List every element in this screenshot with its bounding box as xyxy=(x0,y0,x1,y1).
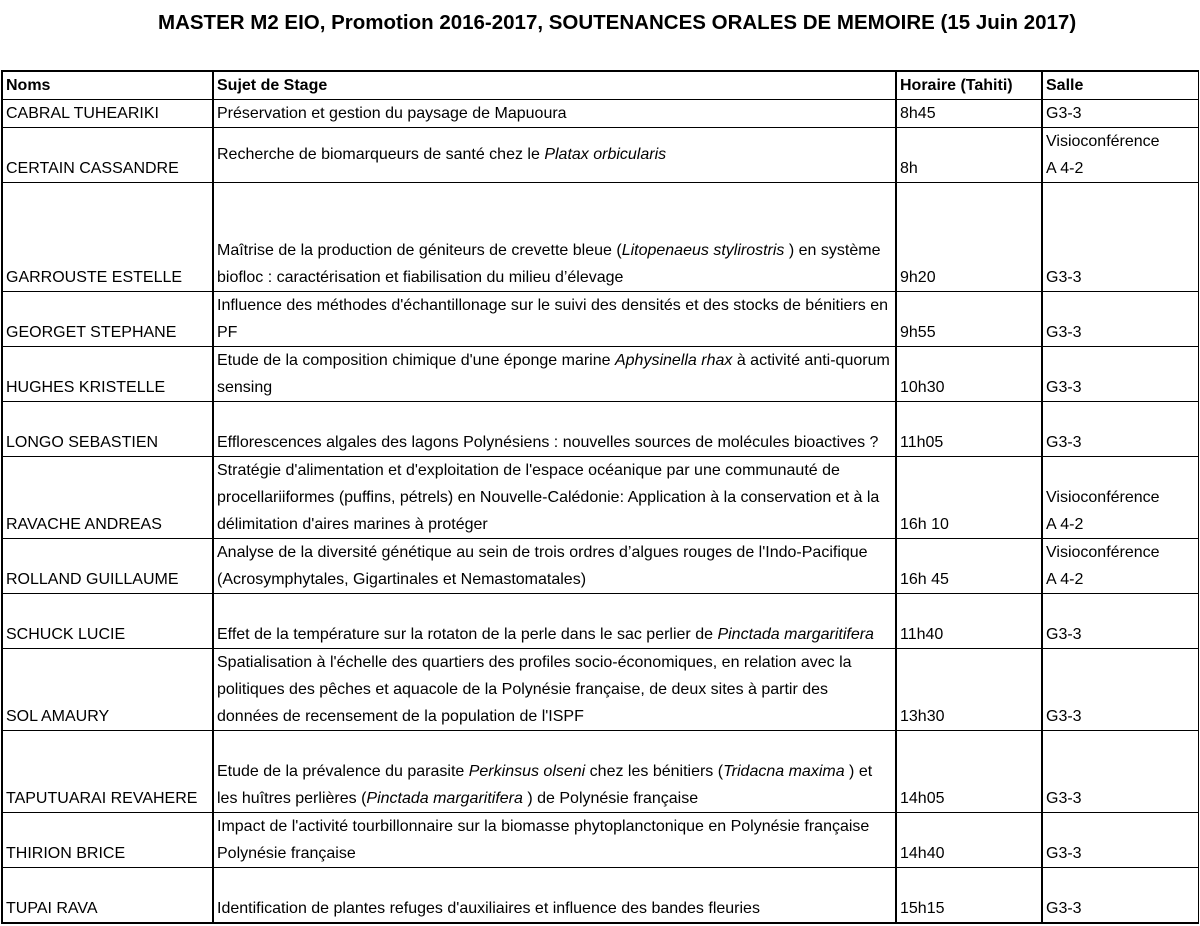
cell-subject xyxy=(213,868,896,923)
table-row xyxy=(2,649,1198,731)
header-room: Salle xyxy=(1042,71,1198,100)
room-line: G3-3 xyxy=(1046,105,1082,122)
room-line: A 4-2 xyxy=(1046,571,1084,588)
subject-text: Impact de l'activité tourbillonnaire sur la biomasse phytoplanctonique en Polynésie française Polynésie française xyxy=(217,818,870,862)
table-row xyxy=(2,100,1198,128)
cell-room xyxy=(1042,402,1198,457)
schedule-table xyxy=(1,70,1199,924)
cell-room xyxy=(1042,813,1198,868)
table-row xyxy=(2,402,1198,457)
room-line: G3-3 xyxy=(1046,324,1082,341)
subject-text: Identification de plantes refuges d'auxiliaires et influence des bandes fleuries xyxy=(217,899,760,917)
header-name: Noms xyxy=(2,71,213,100)
subject-text: Analyse de la diversité génétique au sein de trois ordres d’algues rouges de l'Indo-Pacifique (Acrosymphytales, Gigartinales et Nemastomatales) xyxy=(217,544,868,588)
cell-room xyxy=(1042,128,1198,183)
room-line: Visioconférence xyxy=(1046,133,1160,150)
cell-subject xyxy=(213,100,896,128)
cell-subject xyxy=(213,594,896,649)
cell-name: TAPUTUARAI REVAHERE xyxy=(2,731,213,813)
subject-text: à activité anti-quorum sensing xyxy=(217,352,890,396)
cell-subject xyxy=(213,649,896,731)
subject-text: Préservation et gestion du paysage de Mapuoura xyxy=(217,105,567,122)
room-line: G3-3 xyxy=(1046,434,1082,451)
cell-subject xyxy=(213,128,896,183)
cell-time: 13h30 xyxy=(896,649,1042,731)
table-row xyxy=(2,292,1198,347)
subject-italic-text: Pinctada margaritifera xyxy=(366,790,523,807)
room-line: G3-3 xyxy=(1046,379,1082,396)
subject-text: ) de Polynésie française xyxy=(522,790,699,807)
cell-subject xyxy=(213,183,896,292)
cell-name: ROLLAND GUILLAUME xyxy=(2,539,213,594)
room-line: A 4-2 xyxy=(1046,516,1084,533)
cell-time: 8h xyxy=(896,128,1042,183)
subject-text: Effet de la température sur la rotaton de la perle dans le sac perlier de xyxy=(217,626,718,643)
cell-time: 14h40 xyxy=(896,813,1042,868)
cell-room xyxy=(1042,457,1198,539)
subject-italic-text: Perkinsus olseni xyxy=(468,763,586,780)
table-header-row xyxy=(2,71,1198,100)
cell-time: 9h20 xyxy=(896,183,1042,292)
cell-name: CERTAIN CASSANDRE xyxy=(2,128,213,183)
subject-text: Stratégie d'alimentation et d'exploitation de l'espace océanique par une communauté de procellariiformes (puffins, pétrels) en Nouvelle-Calédonie: Application à la conservation et à la délimitation d'aires marines à protéger xyxy=(217,462,880,533)
table-row xyxy=(2,183,1198,292)
cell-time: 16h 45 xyxy=(896,539,1042,594)
cell-name: SCHUCK LUCIE xyxy=(2,594,213,649)
subject-text: Etude de la composition chimique d'une éponge marine xyxy=(217,352,615,369)
room-line: G3-3 xyxy=(1046,269,1082,286)
cell-time: 11h40 xyxy=(896,594,1042,649)
subject-text: chez les bénitiers ( xyxy=(585,763,724,780)
cell-time: 15h15 xyxy=(896,868,1042,923)
subject-text: ) et les huîtres perlières ( xyxy=(217,763,873,807)
cell-time: 9h55 xyxy=(896,292,1042,347)
room-line: G3-3 xyxy=(1046,626,1082,643)
cell-time: 14h05 xyxy=(896,731,1042,813)
subject-text: Influence des méthodes d'échantillonage sur le suivi des densités et des stocks de bénitiers en PF xyxy=(217,297,889,341)
subject-italic-text: Litopenaeus stylirostris xyxy=(621,242,785,259)
cell-subject xyxy=(213,347,896,402)
cell-room xyxy=(1042,868,1198,923)
cell-subject xyxy=(213,402,896,457)
subject-text: Spatialisation à l'échelle des quartiers des profiles socio-économiques, en relation avec la politiques des pêches et aquacole de la Polynésie française, de deux sites à partir des données de recensement de la population de l'ISPF xyxy=(217,654,852,725)
subject-text: Recherche de biomarqueurs de santé chez le xyxy=(217,146,545,163)
cell-name: HUGHES KRISTELLE xyxy=(2,347,213,402)
table-row xyxy=(2,868,1198,923)
cell-room xyxy=(1042,649,1198,731)
page-title: MASTER M2 EIO, Promotion 2016-2017, SOUTENANCES ORALES DE MEMOIRE (15 Juin 2017) xyxy=(158,11,1077,34)
room-line: G3-3 xyxy=(1046,899,1082,917)
room-line: Visioconférence xyxy=(1046,544,1160,561)
cell-room xyxy=(1042,292,1198,347)
cell-room xyxy=(1042,594,1198,649)
subject-italic-text: Aphysinella rhax xyxy=(614,352,733,369)
cell-room xyxy=(1042,183,1198,292)
table-row xyxy=(2,594,1198,649)
header-subject: Sujet de Stage xyxy=(213,71,896,100)
room-line: G3-3 xyxy=(1046,790,1082,807)
subject-italic-text: Tridacna maxima xyxy=(723,763,845,780)
cell-name: RAVACHE ANDREAS xyxy=(2,457,213,539)
cell-room xyxy=(1042,347,1198,402)
table-row xyxy=(2,128,1198,183)
cell-name: SOL AMAURY xyxy=(2,649,213,731)
cell-name: CABRAL TUHEARIKI xyxy=(2,100,213,128)
table-row xyxy=(2,539,1198,594)
room-line: G3-3 xyxy=(1046,845,1082,862)
cell-time: 11h05 xyxy=(896,402,1042,457)
cell-name: GEORGET STEPHANE xyxy=(2,292,213,347)
cell-time: 16h 10 xyxy=(896,457,1042,539)
table-row xyxy=(2,813,1198,868)
table-row xyxy=(2,457,1198,539)
header-time: Horaire (Tahiti) xyxy=(896,71,1042,100)
cell-room xyxy=(1042,539,1198,594)
table-row xyxy=(2,347,1198,402)
cell-time: 8h45 xyxy=(896,100,1042,128)
room-line: G3-3 xyxy=(1046,708,1082,725)
cell-subject xyxy=(213,731,896,813)
cell-time: 10h30 xyxy=(896,347,1042,402)
cell-room xyxy=(1042,100,1198,128)
room-line: A 4-2 xyxy=(1046,160,1084,177)
cell-room xyxy=(1042,731,1198,813)
cell-name: TUPAI RAVA xyxy=(2,868,213,923)
cell-subject xyxy=(213,813,896,868)
cell-name: GARROUSTE ESTELLE xyxy=(2,183,213,292)
table-row xyxy=(2,731,1198,813)
cell-name: LONGO SEBASTIEN xyxy=(2,402,213,457)
subject-text: ) en système biofloc : caractérisation et fiabilisation du milieu d’élevage xyxy=(217,242,881,286)
subject-text: Efflorescences algales des lagons Polynésiens : nouvelles sources de molécules bioactives ? xyxy=(217,434,879,451)
cell-subject xyxy=(213,292,896,347)
room-line: Visioconférence xyxy=(1046,489,1160,506)
cell-subject xyxy=(213,457,896,539)
subject-text: Etude de la prévalence du parasite xyxy=(217,763,469,780)
subject-italic-text: Pinctada margaritifera xyxy=(717,626,874,643)
cell-subject xyxy=(213,539,896,594)
subject-text: Maîtrise de la production de géniteurs de crevette bleue ( xyxy=(217,242,622,259)
subject-italic-text: Platax orbicularis xyxy=(544,146,667,163)
cell-name: THIRION BRICE xyxy=(2,813,213,868)
